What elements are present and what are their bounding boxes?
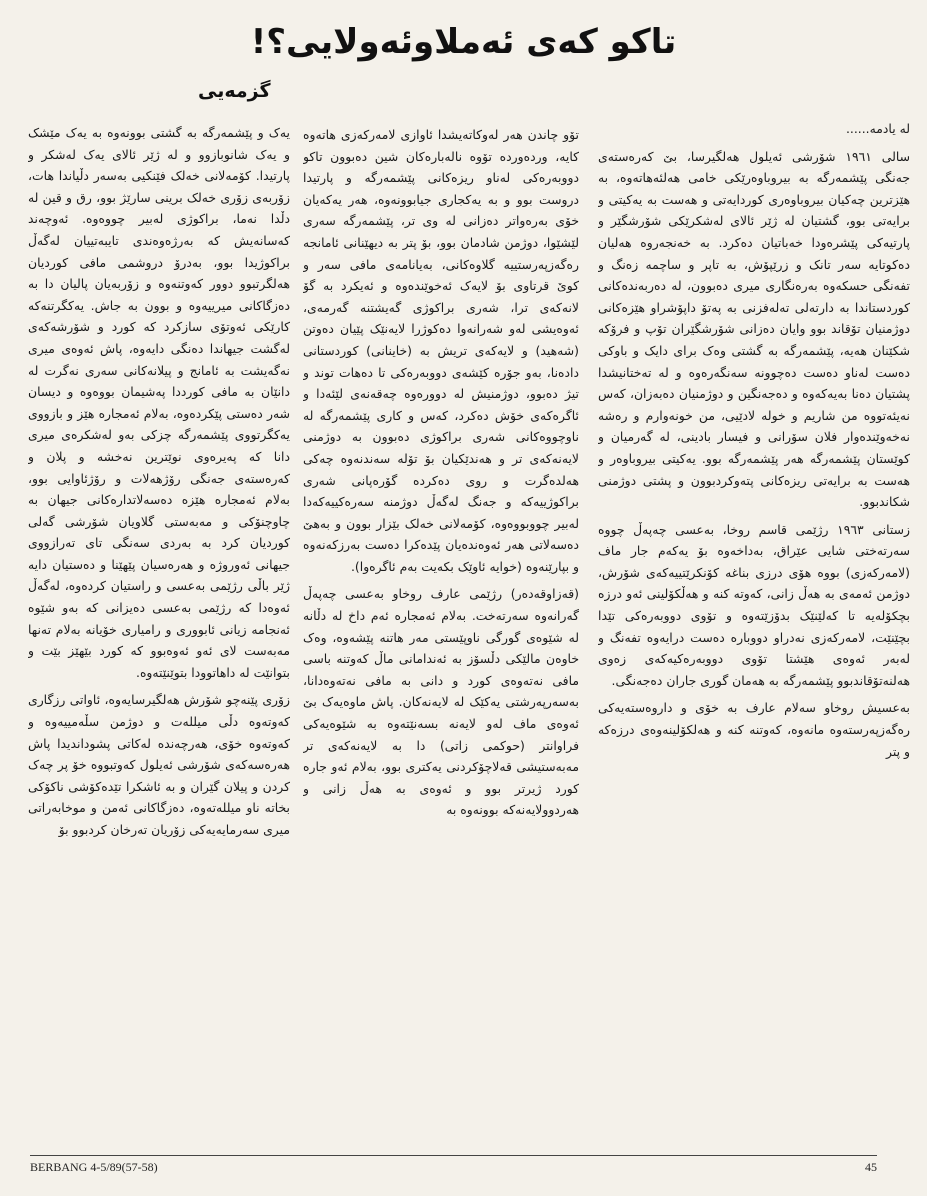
column-right [598,118,910,1038]
article-title: تاکو کەی ئەملاوئەولایی؟! [250,22,677,62]
paragraph: زۆری پێنەچو شۆرش هەلگیرسایەوە، ئاواتی رزگاری کەوتەوە دڵی میللەت و دوژمن سڵەمییەوە و کەوتەوە خۆی، هەرچەندە لەکاتی پشوداندیدا پاش هەرەسەکەی شۆرشی ئەیلول کەوتبووە خۆ پر چەک کردن و پیلان گێران و بە ئاشکرا تێدەکۆشی ناکۆکی بخاتە ناو میللەتەوە، دەزگاکانی ئەمن و موخابەراتی میری سەرمایەیەکی زۆریان تەرخان کردبوو بۆ [28,692,290,837]
paragraph: تۆو چاندن هەر لەوکاتەیشدا ئاوازی لامەرکەزی هاتەوە کایە، وردەوردە تۆوە نالەبارەکان شین دەبوون تاکو دووبەرەکی لەناو ریزەکانی پێشمەرگە و پارتیدا دروست بوو و بە یەکجاری جیابوونەوە، هەر یەکەیان خۆی بەرەواتر دەزانی لە وی تر، پێشمەرگە سەری لێشێوا، دوژمن شادمان بوو، بۆ پتر بە دیهێنانی ئامانجە رەگەزپەرستییە گلاوەکانی، بەیانامەی مافی سەر و کوێ قرتاوی بۆ لایەک ئەخوێندەوە و ئەیکرد بە گۆ لانەکەی ترا، شەری براکوژی گەیشتنە گەرمەی، ئەوەیشی لەو شەرانەوا دەکوژرا لایەنێک پێیان دەوتن (شەهید) و لایەکەی تریش بە (خاینانی) کوردستانی دادەنا، بەو جۆرە کێشەی دووبەرەکی تا دەهات توند و تیژ دەبوو، دوژمنیش لە دوورەوە چەقەنەی لێئەدا و ئاگرەکەی خۆش دەکرد، کەس و کاری پێشمەرگە لە ناوچووەکانی شەری براکوژی دەبوون بە دوژمنی لایەنەکەی تر و هەندێکیان بۆ تۆلە سەندنەوە چەکی هەلدەگرت و روی دەکردە گۆرەپانی شەری براکوژییەکە و جەنگ لەگەڵ دوژمنە سەرەکییەکەدا لەبیر چووبووەوە، کۆمەلانی خەلک بێزار بوون و بەهێ دەسەلاتی هەر ئەوەندەیان پێدەکرا دەست بەرزکەنەوە و بپارێنەوە (خوایە ئاوێک بکەیت بەم ئاگرەوا). [303,127,579,574]
paragraph: سالی ١٩٦١ شۆرشی ئەیلول هەلگیرسا، بێ کەرەستەی جەنگی پێشمەرگە بە بیروباوەرێکی خامی هەلئەهاتەوە، بە هێزترین چەکیان بیروباوەری کوردایەتی و هەست بە یەکیتی و برایەتی بوو، گشتیان لە ژێر ئالای لەشکرێکی شۆرشگێر و پارتیەکی پێشرەودا خەباتیان دەکرد. بە خەنجەروە هەلیان دەکوتایە سەر تانک و زرێپۆش، بە تاپر و ساچمە زەنگ و تفەنگی حسکەوە بەرەنگاری میری دەبوون، لە دەربەندەکانی کوردستاندا بە دارتەلی تەلەفزنی بە پەتۆ داپۆشراو هێزەکانی دوژمنیان تۆقاند بوو وایان دەزانی شۆرشگێران تۆپ و فرۆکە شکێنان هەیە، پێشمەرگە بە گشتی وەک برای دایک و باوکی دەست لەناو دەست دەچوونە سەنگەرەوە و لە تەختانیشدا پشتیان دەنا بەیەکەوە و دەجەنگین و دوژمنیان دەبەزان، کەس نەیئەتووە من شاریم و خولە لادێیی، من خونەوارم و رەشە نەخەوێندەوار فلان سۆرانی و فیسار بادینی، لە گەرمیان و کوێستان پێشمەرگە هەر پێشمەرگە بوو. یەکیتی بیروباوەر و هەست بە برایەتی ریزەکانی پتەوکردبوون و پشتی دوژمنی شکاندبوو. [598,148,910,510]
footer-divider [30,1155,877,1156]
paragraph: بەعسیش روخاو سەلام عارف بە خۆی و داروەستەیەکی رەگەزپەرستەوە مانەوە، کەوتنە کنە و هەلکۆلینەوەی درزەکە و پتر [598,700,910,759]
publication-info: BERBANG 4-5/89(57-58) [30,1160,158,1174]
article-author: گزمەیی [198,80,271,102]
paragraph: یەک و پێشمەرگە بە گشتی بوونەوە بە یەک مێشک و یەک شانوبازوو و لە ژێر ئالای یەک لەشکر و پارتیدا. کۆمەلانی خەلک فێنکیی بەسەر دڵیاندا هات، زۆربەی زۆری خەلک برینی سارێژ بوو، رق و قین لە دڵدا نەما، براکوژی لەبیر چووەوە. ئەوچەند کەسانەیش کە بەرژەوەندی تایبەتییان لەگەڵ براکوژیدا بوو، بەدرۆ دروشمی مافی کوردیان هەلگرتبوو دوور کەوتنەوە و زۆربەیان پالیان دا بە دەزگاکانی میرییەوە و بوون بە جاش. یەکگرتنەکە کارێکی ئەوتۆی سازکرد کە کورد و شۆرشەکەی لەگشت جیهاندا دەنگی دایەوە، پاش ئەوەی میری نەگەیشت بە ئامانج و پیلانەکانی سەری نەگرت لە دانێان بە مافی کورددا پەشیمان بووەوە و دیسان شەر دەستی پێکردەوە، بەلام ئەمجارە هێز و بازووی یەکگرتووی پێشمەرگە چزکی بەو لەشکرەی میری دانا کە پەیرەوی نوێترین نەخشە و پلان و کەرەستەی جەنگی رۆژهەلات و رۆژئاوایی بوو، بەلام ئەمجارە هێزە دەسەلاتدارەکانی جیهان بە چاوچنۆکی و مەبەستی گلاویان شۆرشی گەلی کوردیان کرد بە بەردی سەنگی تای تەرازووی جیهانی ئەوروژە و هەرەسیان پێهێنا و دەستیان دایە ژێر باڵی رژێمی بەعسی و راستیان کردەوە، لەگەڵ ئەوەدا کە رژێمی بەعسی دەیزانی کە بەو شێوە ئەنجامە زیانی ئابووری و رامیاری خۆیانە بەلام تەنها مەبەست لای ئەو ئەوەبوو کە کورد بێهێز بێت و بتوانێت لە داهاتوودا بتوێنێتەوە. [28,125,290,680]
column-middle [303,124,579,1044]
page-number: 45 [865,1160,877,1174]
column-left [28,122,290,1042]
paragraph: لە یادمە...... [845,121,910,136]
paragraph: زستانی ١٩٦٣ رژێمی قاسم روخا، بەعسی چەپەڵ چووە سەرتەختی شایی عێراق، بەداخەوە بۆ یەکەم جار ماف (لامەرکەزی) بووە هۆی درزی بناغە کۆنکرێتییەکەی شۆرش، دوژمن ئەمەی بە هەڵ زانی، کەوتە کنە و هەڵکۆلینی ئەو درزە بچکۆلەیە تا کەلێنێک بدۆزێتەوە و تۆوی دووبەرەکی تێدا بچێنێت، لامەرکەزی نەدراو دووبارە دەست درایەوە تفەنگ و لەبەر ئەوەی هێشتا تۆوی دووبەرەکیەکەی زەوی هەلنەتۆقاندبوو پێشمەرگە بە هەمان گوری جاران دەجەنگی. [598,521,910,688]
paragraph: (قەزاوقەدەر) رژێمی عارف روخاو بەعسی چەپەڵ گەرانەوە سەرتەخت. بەلام ئەمجارە ئەم داخ لە دڵانە لە شێوەی گورگی ناوپێستی مەر هاتنە پێشەوە، وەک خاوەن مالێکی دڵسۆز بە ئەندامانی ماڵ کەوتنە باسی مافی نەتەوەی کورد و دانی بە مافی نەتەوەدانا، بەسەرپەرشتی یەکێک لە لایەنەکان. پاش ماوەیەک بێ ئەوەی ماف لەو لایەنە بسەنێتەوە بە شێوەیەکی فراوانتر (حوکمی زاتی) دا بە لایەنەکەی تر مەبەستیشی قەلاچۆکردنی یەکتری بوو، بەلام ئەو جارە کورد ژیرتر بوو و ئەوەی بە هەڵ زانی و هەردوولایەنەکە بوونەوە بە [303,586,579,818]
